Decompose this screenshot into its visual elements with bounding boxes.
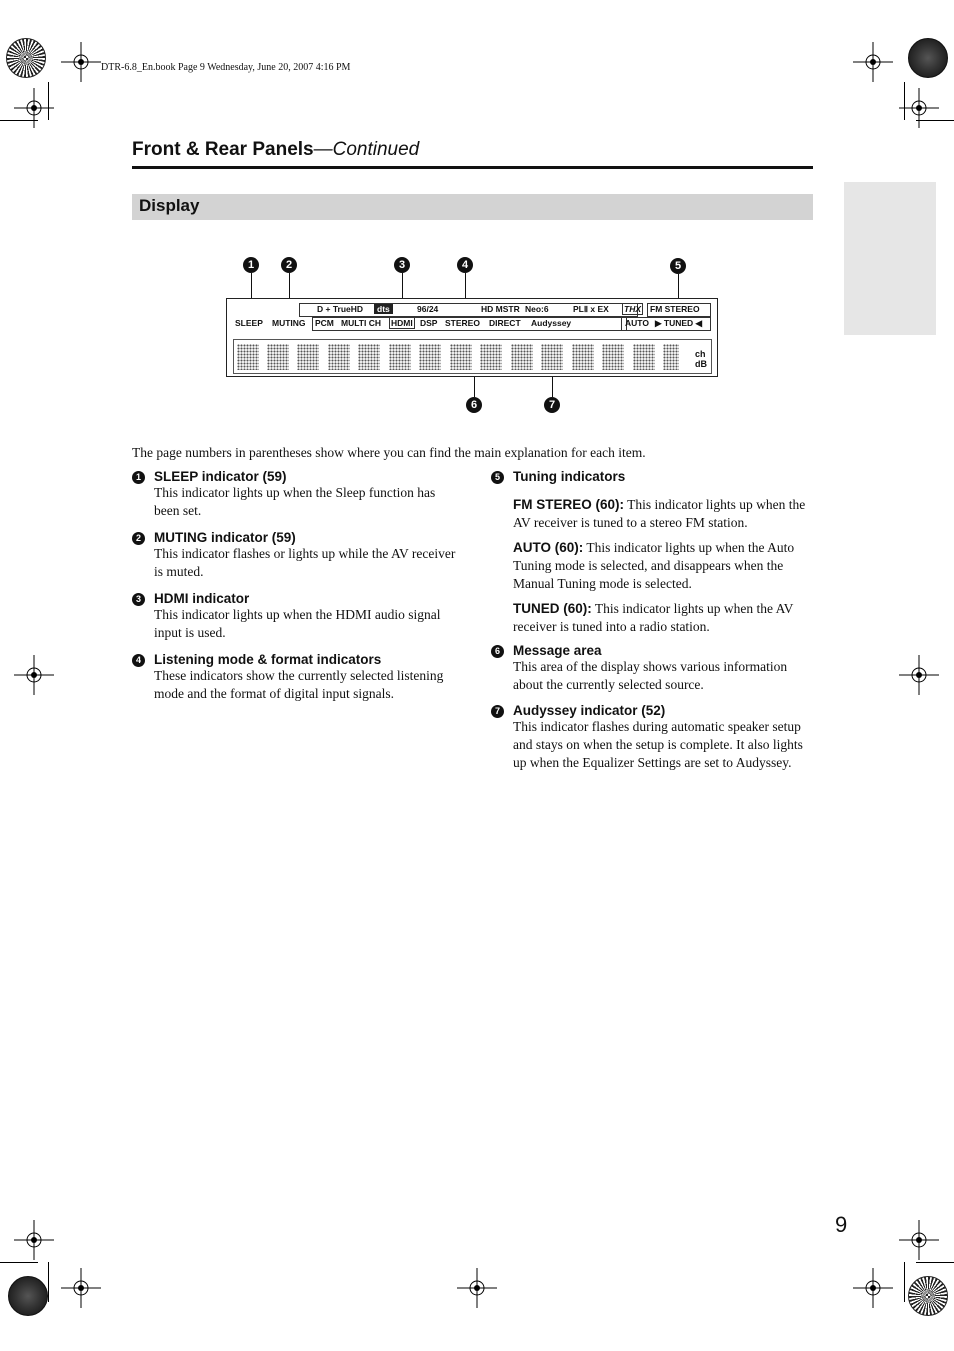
item-text: These indicators show the currently selected listening mode and the format of digital input signals. <box>154 668 444 701</box>
item-text: This indicator lights up when the HDMI audio signal input is used. <box>154 607 441 640</box>
page-number: 9 <box>835 1212 848 1237</box>
crop-mark <box>904 82 905 120</box>
stereo-indicator: STEREO <box>445 318 480 328</box>
crop-mark <box>0 120 38 121</box>
hd-mstr-label: HD MSTR <box>481 304 520 314</box>
message-segment <box>328 344 350 370</box>
item-text: This indicator flashes or lights up while the AV receiver is muted. <box>154 546 456 579</box>
registration-crosshair-icon <box>61 1268 101 1308</box>
item-number: 6 <box>491 645 504 658</box>
message-area <box>233 339 712 374</box>
item-text: This indicator lights up when the Sleep function has been set. <box>154 485 436 518</box>
item-number: 1 <box>132 471 145 484</box>
item-text: This area of the display shows various information about the currently selected source. <box>513 659 788 692</box>
color-registration-mark <box>8 1276 48 1316</box>
list-item <box>491 643 813 694</box>
registration-crosshair-icon <box>899 655 939 695</box>
intro-text: The page numbers in parentheses show where you can find the main explanation for each item. <box>132 445 646 460</box>
list-item <box>132 469 457 520</box>
item-heading: HDMI indicator <box>154 591 250 606</box>
pcm-indicator: PCM <box>315 318 334 328</box>
fm-stereo-indicator: FM STEREO <box>650 304 700 314</box>
message-segment <box>237 344 259 370</box>
registration-crosshair-icon <box>853 1268 893 1308</box>
callout-1: 1 <box>243 257 259 273</box>
message-segment <box>267 344 289 370</box>
item-number: 7 <box>491 705 504 718</box>
pl-label: PLⅡ x EX <box>573 304 609 314</box>
crop-mark <box>0 1262 38 1263</box>
auto-description <box>513 539 813 593</box>
title-rule <box>132 166 813 169</box>
message-segment <box>663 344 679 370</box>
message-segment <box>450 344 472 370</box>
list-item <box>491 703 813 772</box>
item-heading: Listening mode & format indicators <box>154 652 382 667</box>
registration-crosshair-icon <box>853 42 893 82</box>
message-segment <box>358 344 380 370</box>
tuned-indicator: ▶ TUNED ◀ <box>655 318 703 328</box>
callout-4: 4 <box>457 257 473 273</box>
item-number: 2 <box>132 532 145 545</box>
list-item <box>132 530 457 581</box>
crop-mark <box>916 1262 954 1263</box>
sub-text: This indicator lights up when the AV receiver is tuned into a radio station. <box>513 601 794 634</box>
registration-crosshair-icon <box>61 42 101 82</box>
message-segment <box>633 344 655 370</box>
sleep-indicator: SLEEP <box>235 318 263 328</box>
sub-text: This indicator lights up when the Auto Tuning mode is selected, and disappears when the Manual Tuning mode is selected. <box>513 540 795 591</box>
registration-crosshair-icon <box>899 1220 939 1260</box>
neo6-label: Neo:6 <box>525 304 549 314</box>
display-heading: Display <box>139 196 200 215</box>
item-number: 3 <box>132 593 145 606</box>
callout-2: 2 <box>281 257 297 273</box>
registration-crosshair-icon <box>899 88 939 128</box>
multich-indicator: MULTI CH <box>341 318 381 328</box>
sub-label: TUNED (60): <box>513 601 592 616</box>
registration-crosshair-icon <box>457 1268 497 1308</box>
page-title <box>132 139 419 161</box>
dts-label: dts <box>374 304 393 314</box>
registration-crosshair-icon <box>14 1220 54 1260</box>
db-label: dB <box>695 359 707 369</box>
crop-mark <box>916 120 954 121</box>
list-item <box>132 652 457 703</box>
display-panel-diagram <box>226 298 718 377</box>
message-segment <box>389 344 411 370</box>
color-registration-mark <box>908 1276 948 1316</box>
item-number: 4 <box>132 654 145 667</box>
message-segment <box>541 344 563 370</box>
message-segment <box>511 344 533 370</box>
crop-mark <box>48 1262 49 1302</box>
message-segment <box>297 344 319 370</box>
ch-label: ch <box>695 349 706 359</box>
muting-indicator: MUTING <box>272 318 306 328</box>
crop-mark <box>904 1262 905 1302</box>
item-heading: SLEEP indicator (59) <box>154 469 287 484</box>
registration-crosshair-icon <box>14 655 54 695</box>
message-segment <box>572 344 594 370</box>
tuned-description <box>513 600 813 636</box>
direct-indicator: DIRECT <box>489 318 521 328</box>
rate-label: 96/24 <box>417 304 439 314</box>
hdmi-indicator: HDMI <box>391 318 413 328</box>
item-number: 5 <box>491 471 504 484</box>
callout-6: 6 <box>466 397 482 413</box>
section-title-text: Front & Rear Panels <box>132 139 314 160</box>
side-tab <box>844 182 936 335</box>
fm-stereo-description <box>513 496 813 532</box>
sub-label: FM STEREO (60): <box>513 497 625 512</box>
sub-label: AUTO (60): <box>513 540 584 555</box>
color-registration-mark <box>6 38 46 78</box>
item-heading: Tuning indicators <box>513 469 626 484</box>
callout-5: 5 <box>670 258 686 274</box>
item-heading: MUTING indicator (59) <box>154 530 296 545</box>
audyssey-indicator: Audyssey <box>531 318 572 328</box>
item-heading: Message area <box>513 643 602 658</box>
dd-truehd-label: D + TrueHD <box>317 304 364 314</box>
callout-7: 7 <box>544 397 560 413</box>
dsp-indicator: DSP <box>420 318 438 328</box>
crop-mark <box>48 82 49 120</box>
thx-label: THX <box>624 304 641 314</box>
color-registration-mark <box>908 38 948 78</box>
message-segment <box>480 344 502 370</box>
file-header: DTR-6.8_En.book Page 9 Wednesday, June 20, 2007 4:16 PM <box>101 62 351 73</box>
item-heading: Audyssey indicator (52) <box>513 703 666 718</box>
auto-indicator: AUTO <box>625 318 649 328</box>
display-heading-bar <box>132 194 813 220</box>
item-text: This indicator flashes during automatic speaker setup and stays on when the setup is complete. It also lights up when the Equalizer Settings are set to Audyssey. <box>513 719 803 770</box>
message-segment <box>419 344 441 370</box>
section-continued: —Continued <box>313 139 420 160</box>
callout-3: 3 <box>394 257 410 273</box>
sub-text: This indicator lights up when the AV receiver is tuned to a stereo FM station. <box>513 497 806 530</box>
list-item <box>491 469 813 484</box>
list-item <box>132 591 457 642</box>
message-segment <box>602 344 624 370</box>
